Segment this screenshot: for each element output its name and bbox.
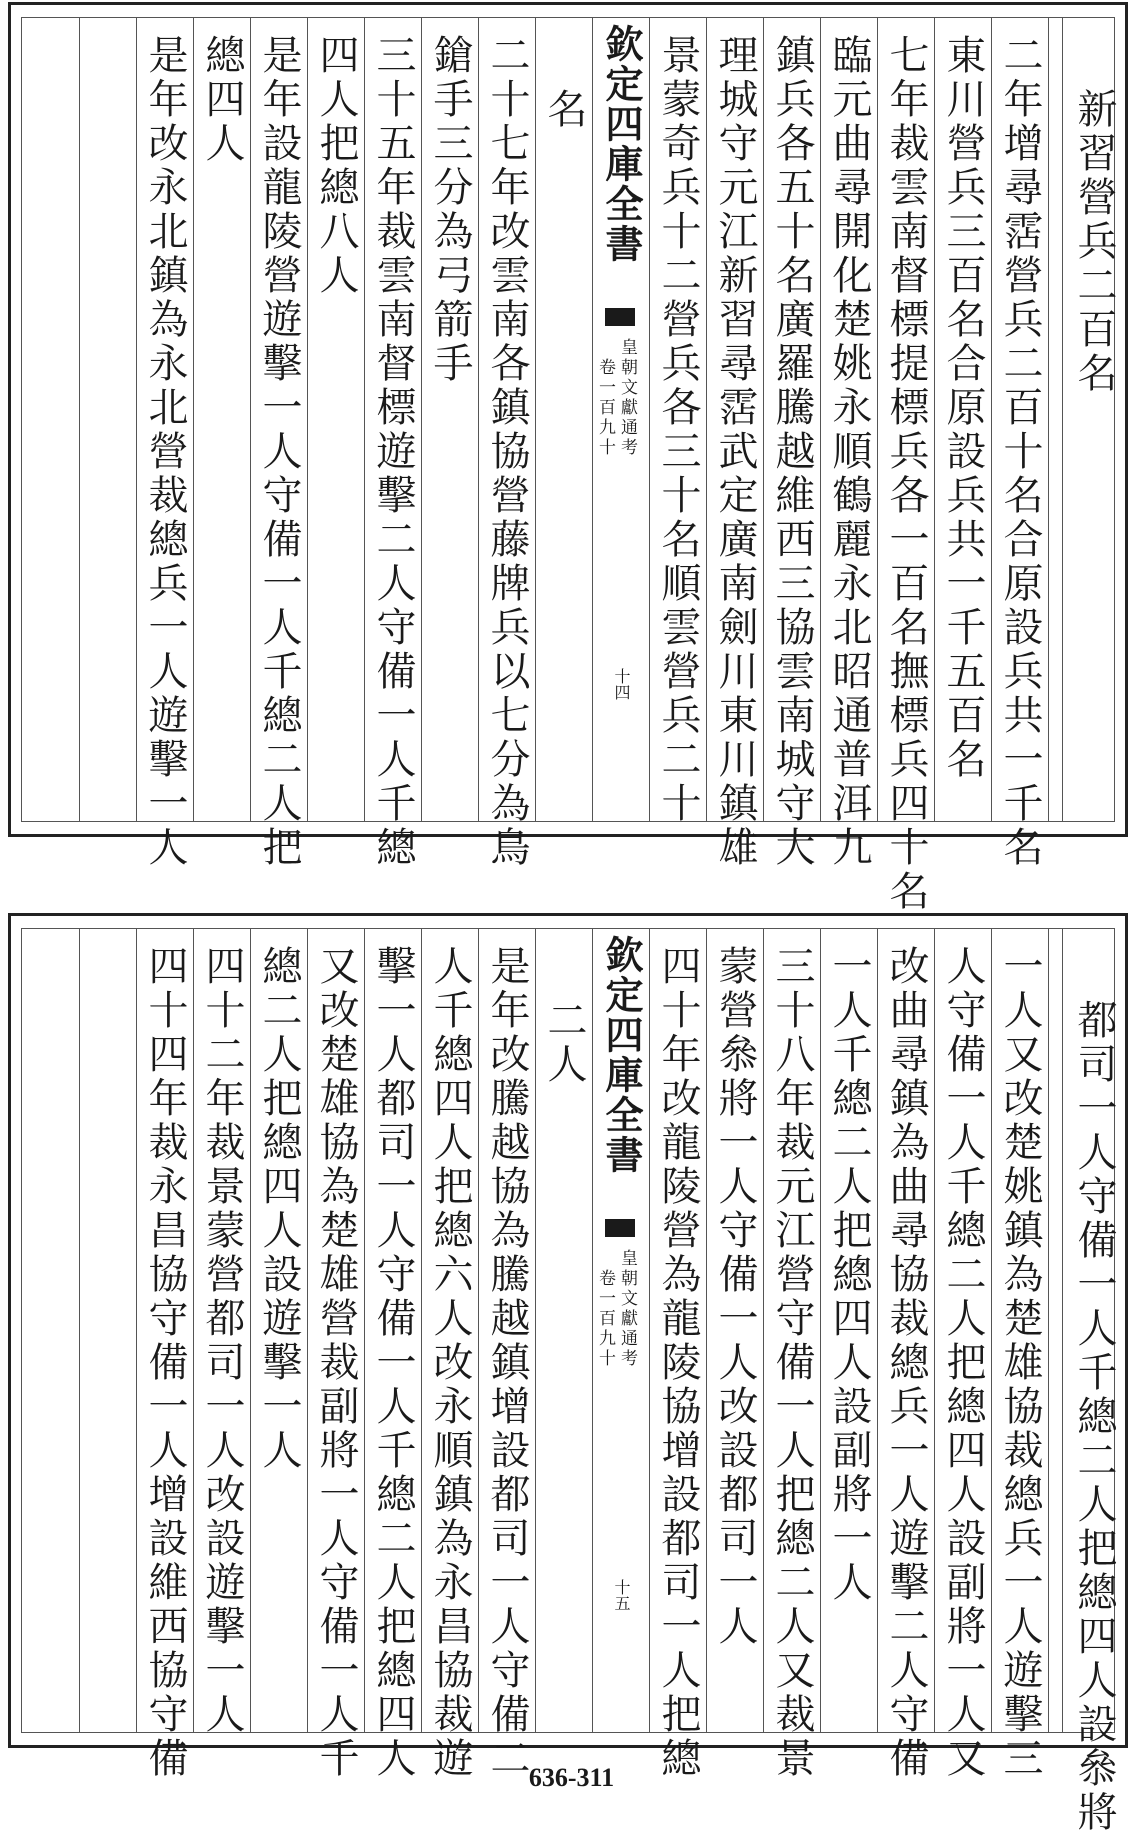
text-column: 鎗手三分為弓箭手: [427, 34, 473, 386]
column-divider: [1048, 929, 1049, 1732]
column-divider: [79, 18, 80, 821]
text-column: 人守備一人千總二人把總四人設副將一人又: [940, 945, 986, 1781]
text-column: 是年改永北鎮為永北營裁總兵一人遊擊一人: [142, 34, 188, 870]
sub-volume: 卷一百九十: [595, 358, 615, 458]
text-column: 又改楚雄協為楚雄營裁副將一人守備一人千: [313, 945, 359, 1781]
top-page: [8, 2, 1128, 914]
text-column: 一人千總二人把總四人設副將一人: [826, 945, 872, 1605]
column-divider: [535, 18, 536, 821]
sub-volume: 卷一百九十: [595, 1269, 615, 1369]
text-column: 四十四年裁永昌協守備一人增設維西協守備: [142, 945, 188, 1781]
center-fold: [593, 929, 649, 1732]
text-column: 七年裁雲南督標提標兵各一百名撫標兵四十名: [883, 34, 929, 914]
text-column: 是年設龍陵營遊擊一人守備一人千總二人把: [256, 34, 302, 870]
text-column: 總四人: [199, 34, 245, 166]
text-column: 鎮兵各五十名廣羅騰越維西三協雲南城守大: [769, 34, 815, 870]
text-column: 四十二年裁景蒙營都司一人改設遊擊一人: [199, 945, 245, 1737]
folio-number: 十四: [612, 668, 631, 700]
text-column: 三十五年裁雲南督標遊擊二人守備一人千總: [370, 34, 416, 870]
top-page-frame: [21, 17, 1117, 914]
text-column: 四十年改龍陵營為龍陵協增設都司一人把總: [655, 945, 701, 1781]
text-column: 新習營兵二百名: [1071, 88, 1117, 396]
header-title: 欽定四庫全書: [599, 24, 644, 264]
text-column: 景蒙奇兵十二營兵各三十名順雲營兵二十: [655, 34, 701, 826]
text-column: 人千總四人把總六人改永順鎮為永昌協裁遊: [427, 945, 473, 1781]
text-column: 都司一人守備一人千總二人把總四人設叅將: [1071, 999, 1117, 1835]
text-column: 四人把總八人: [313, 34, 359, 298]
text-column: 理城守元江新習尋霑武定廣南劍川東川鎮雄: [712, 34, 758, 870]
header-title: 欽定四庫全書: [599, 935, 644, 1175]
fold-black-mark: [605, 308, 635, 326]
text-column: 是年改騰越協為騰越鎮增設都司一人守備二: [484, 945, 530, 1781]
text-column: 名: [541, 88, 587, 132]
column-divider: [1062, 929, 1063, 1732]
folio-number: 十五: [612, 1579, 631, 1611]
text-column: 二年增尋霑營兵二百十名合原設兵共一千名: [997, 34, 1043, 870]
text-column: 東川營兵三百名合原設兵共一千五百名: [940, 34, 986, 782]
text-column: 蒙營叅將一人守備一人改設都司一人: [712, 945, 758, 1649]
sub-title: 皇朝文獻通考: [617, 1249, 637, 1369]
text-column: 總二人把總四人設遊擊一人: [256, 945, 302, 1473]
text-column: 一人又改楚姚鎮為楚雄協裁總兵一人遊擊三: [997, 945, 1043, 1781]
text-column: 三十八年裁元江營守備一人把總二人又裁景: [769, 945, 815, 1781]
fold-black-mark: [605, 1219, 635, 1237]
page-footer-number: 636-311: [528, 1763, 615, 1792]
text-column: 二人: [541, 999, 587, 1087]
text-column: 二十七年改雲南各鎮協營藤牌兵以七分為鳥: [484, 34, 530, 870]
center-fold: [593, 18, 649, 821]
column-divider: [1062, 18, 1063, 821]
text-column: 擊一人都司一人守備一人千總二人把總四人: [370, 945, 416, 1781]
text-column: 臨元曲尋開化楚姚永順鶴麗永北昭通普洱九: [826, 34, 872, 870]
column-divider: [1048, 18, 1049, 821]
sub-title: 皇朝文獻通考: [617, 338, 637, 458]
text-column: 改曲尋鎮為曲尋協裁總兵一人遊擊二人守備: [883, 945, 929, 1781]
column-divider: [79, 929, 80, 1732]
